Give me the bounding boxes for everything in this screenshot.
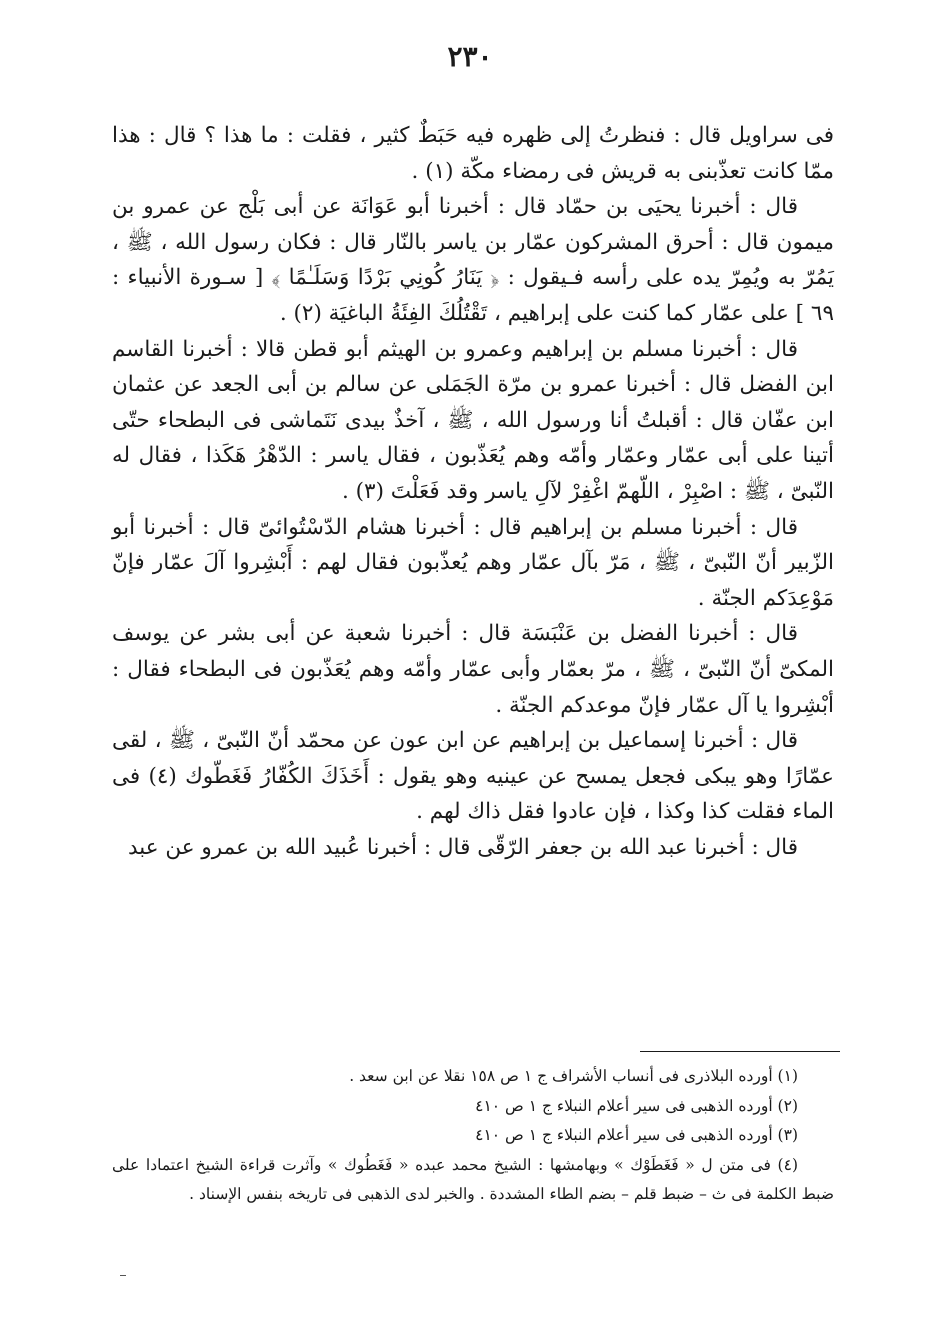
paragraph: فى سراويل قال : فنظرتُ إلى ظهره فيه حَبَطٌ كثير ، فقلت : ما هذا ؟ قال : هذا ممّا كانت تعذّبنى به قريش فى رمضاء مكّة (١) . — [112, 123, 834, 184]
footnote: (١) أورده البلاذرى فى أنساب الأشراف ج ١ ص ١٥٨ نقلا عن ابن سعد . — [349, 1067, 798, 1085]
paragraph: قال : أخبرنا إسماعيل بن إبراهيم عن ابن عون عن محمّد أنّ النّبىّ ، ﷺ ، لقى عمّارًا وهو يبكى فجعل يمسح عن عينيه وهو يقول : أَخَذَكَ الكُفّارُ فَغَطّوك (٤) فى الماء فقلت كذا وكذا ، فإن عادوا فقل ذاك لهم . — [112, 728, 835, 825]
footnotes — [112, 1062, 834, 1210]
page-number: ٢٣٠ — [447, 40, 493, 73]
paragraph: قال : أخبرنا عبد الله بن جعفر الرّقّى قال : أخبرنا عُبيد الله بن عمرو عن عبد — [127, 834, 798, 860]
footnote-divider — [640, 1051, 840, 1052]
paragraph: قال : أخبرنا مسلم بن إبراهيم قال : أخبرنا هشام الدّسْتُوائىّ قال : أخبرنا أبو الزّبير أنّ النّبىّ ، ﷺ ، مَرّ بآل عمّار وهم يُعذّبون فقال لهم : أَبْشِروا آلَ عمّار فإنّ مَوْعِدَكم الجنّة . — [112, 514, 834, 611]
footnote: (٣) أورده الذهبى فى سير أعلام النبلاء ج ١ ص ٤١٠ — [475, 1126, 798, 1144]
margin-mark — [120, 1275, 126, 1276]
footnote: (٢) أورده الذهبى فى سير أعلام النبلاء ج ١ ص ٤١٠ — [475, 1096, 798, 1115]
main-text — [112, 118, 834, 865]
footnote: (٤) فى متن ل « فَغَطَوْك » وبهامشها : الشيخ محمد عبده « فَغَطُوك » وآثرت قراءة الشيخ اعتمادا على ضبط الكلمة فى ث – ضبط قلم – بضم الطاء المشددة . والخبر لدى الذهبى فى تاريخه بنفس الإسناد . — [112, 1155, 834, 1203]
paragraph: قال : أخبرنا يحيَى بن حمّاد قال : أخبرنا أبو عَوَانَة عن أبى بَلْج عن عمرو بن ميمون قال : أحرق المشركون عمّار بن ياسر بالنّار قال : فكان رسول الله ، ﷺ ، يَمُرّ به ويُمِرّ يده على رأسه فـيقول : ﴿ يَنَارُ كُونِي بَرْدًا وَسَلَـٰمًا ﴾ [ سـورة الأنبياء : ٦٩ ] على عمّار كما كنت على إبراهيم ، تَقْتُلُكَ الفِئَةُ الباغيَة (٢) . — [112, 194, 834, 326]
paragraph: قال : أخبرنا مسلم بن إبراهيم وعمرو بن الهيثم أبو قطن قالا : أخبرنا القاسم ابن الفضل قال : أخبرنا عمرو بن مرّة الجَمَلى عن سالم بن أبى الجعد عن عثمان ابن عفّان قال : أقبلتُ أنا ورسول الله ، ﷺ ، آخذٌ بيدى نَتَماشى فى البطحاء حتّى أتينا على أبى عمّار وعمّار وأمّه وهم يُعَذّبون ، فقال ياسر : الدّهْرُ هَكَذا ، فقال له النّبىّ ، ﷺ : اصْبِرْ ، اللّهمّ اغْفِرْ لآلِ ياسر وقد فَعَلْتَ (٣) . — [112, 336, 834, 504]
paragraph: قال : أخبرنا الفضل بن عَنْبَسَة قال : أخبرنا شعبة عن أبى بشر عن يوسف المكىّ أنّ النّبىّ ، ﷺ ، مرّ بعمّار وأبى عمّار وأمّه وهم يُعَذّبون فى البطحاء فقال : أبْشِروا يا آل عمّار فإنّ موعدكم الجنّة . — [112, 621, 834, 718]
